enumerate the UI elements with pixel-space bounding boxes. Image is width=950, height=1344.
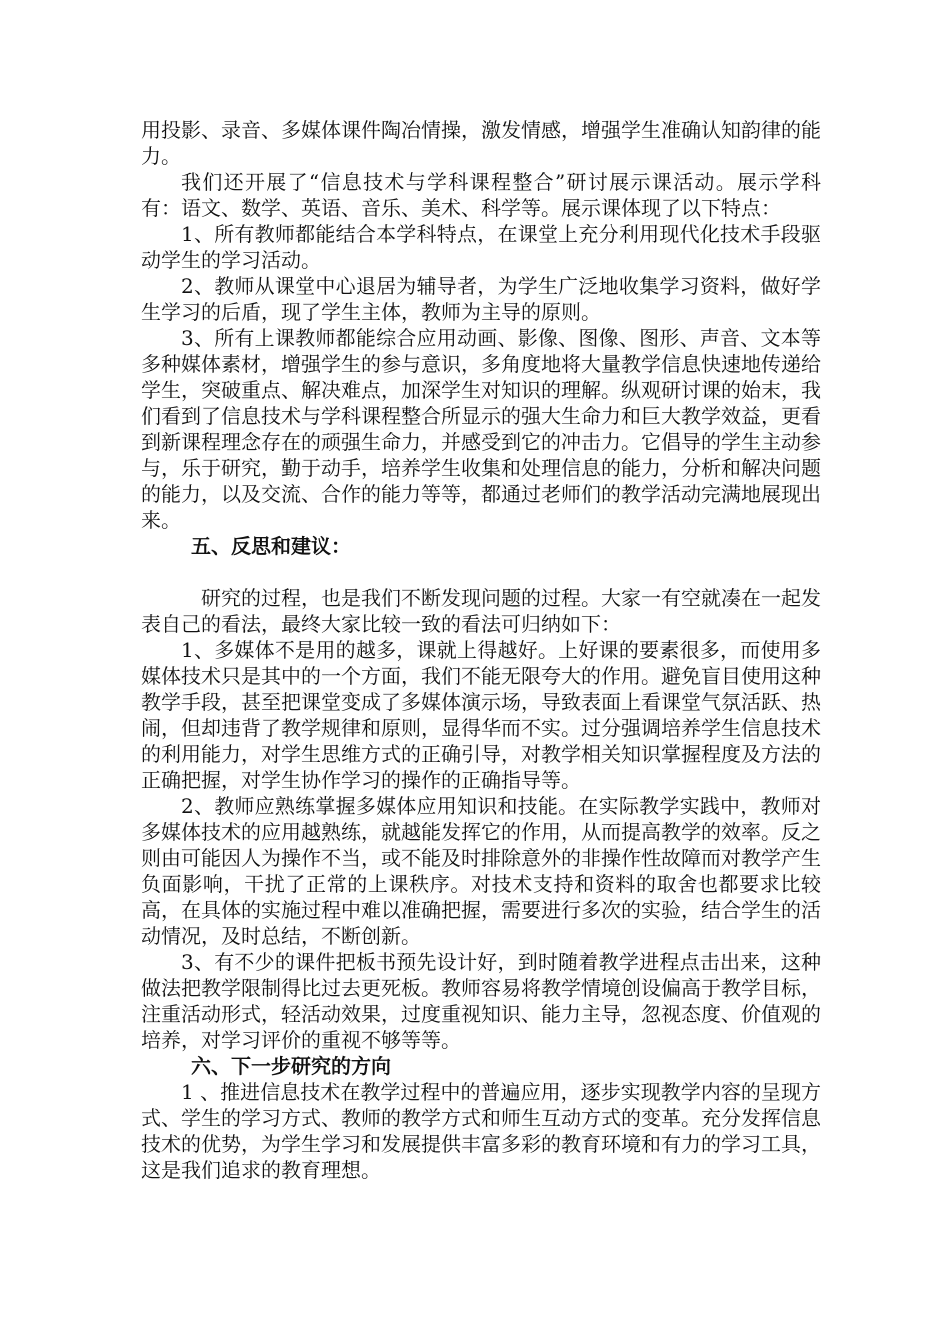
section-heading: 六、下一步研究的方向 (191, 1054, 391, 1078)
paragraph: 研究的过程，也是我们不断发现问题的过程。大家一有空就凑在一起发表自己的看法，最终大家比较一致的看法可归纳如下： (141, 586, 821, 636)
section-heading: 五、反思和建议： (191, 534, 351, 558)
paragraph: 1、多媒体不是用的越多，课就上得越好。上好课的要素很多，而使用多媒体技术只是其中的一个方面，我们不能无限夸大的作用。避免盲目使用这种教学手段，甚至把课堂变成了多媒体演示场，导致表面上看课堂气氛活跃、热闹，但却违背了教学规律和原则，显得华而不实。过分强调培养学生信息技术的利用能力，对学生思维方式的正确引导，对教学相关知识掌握程度及方法的正确把握，对学生协作学习的操作的正确指导等。 (141, 638, 821, 792)
paragraph: 3、有不少的课件把板书预先设计好，到时随着教学进程点击出来，这种做法把教学限制得比过去更死板。教师容易将教学情境创设偏高于教学目标，注重活动形式，轻活动效果，过度重视知识、能力主导，忽视态度、价值观的培养，对学习评价的重视不够等等。 (141, 950, 821, 1052)
paragraph: 1 、推进信息技术在教学过程中的普遍应用，逐步实现教学内容的呈现方式、学生的学习方式、教师的教学方式和师生互动方式的变革。充分发挥信息技术的优势，为学生学习和发展提供丰富多彩的教育环境和有力的学习工具，这是我们追求的教育理想。 (141, 1080, 821, 1182)
paragraph: 2、教师从课堂中心退居为辅导者，为学生广泛地收集学习资料，做好学生学习的后盾，现了学生主体，教师为主导的原则。 (141, 274, 821, 324)
paragraph: 用投影、录音、多媒体课件陶冶情操，激发情感，增强学生准确认知韵律的能力。 (141, 118, 821, 168)
document-body (141, 117, 821, 1183)
paragraph: 1、所有教师都能结合本学科特点，在课堂上充分利用现代化技术手段驱动学生的学习活动。 (141, 222, 821, 272)
paragraph: 2、教师应熟练掌握多媒体应用知识和技能。在实际教学实践中，教师对多媒体技术的应用越熟练，就越能发挥它的作用，从而提高教学的效率。反之则由可能因人为操作不当，或不能及时排除意外的非操作性故障而对教学产生负面影响，干扰了正常的上课秩序。对技术支持和资料的取舍也都要求比较高，在具体的实施过程中难以准确把握，需要进行多次的实验，结合学生的活动情况，及时总结，不断创新。 (141, 794, 821, 948)
paragraph: 我们还开展了“信息技术与学科课程整合”研讨展示课活动。展示学科有：语文、数学、英语、音乐、美术、科学等。展示课体现了以下特点： (141, 170, 821, 220)
blank-line (141, 559, 821, 585)
paragraph: 3、所有上课教师都能综合应用动画、影像、图像、图形、声音、文本等多种媒体素材，增强学生的参与意识，多角度地将大量教学信息快速地传递给学生，突破重点、解决难点，加深学生对知识的理解。纵观研讨课的始末，我们看到了信息技术与学科课程整合所显示的强大生命力和巨大教学效益，更看到新课程理念存在的顽强生命力，并感受到它的冲击力。它倡导的学生主动参与，乐于研究，勤于动手，培养学生收集和处理信息的能力，分析和解决问题的能力，以及交流、合作的能力等等，都通过老师们的教学活动完满地展现出来。 (141, 326, 821, 532)
